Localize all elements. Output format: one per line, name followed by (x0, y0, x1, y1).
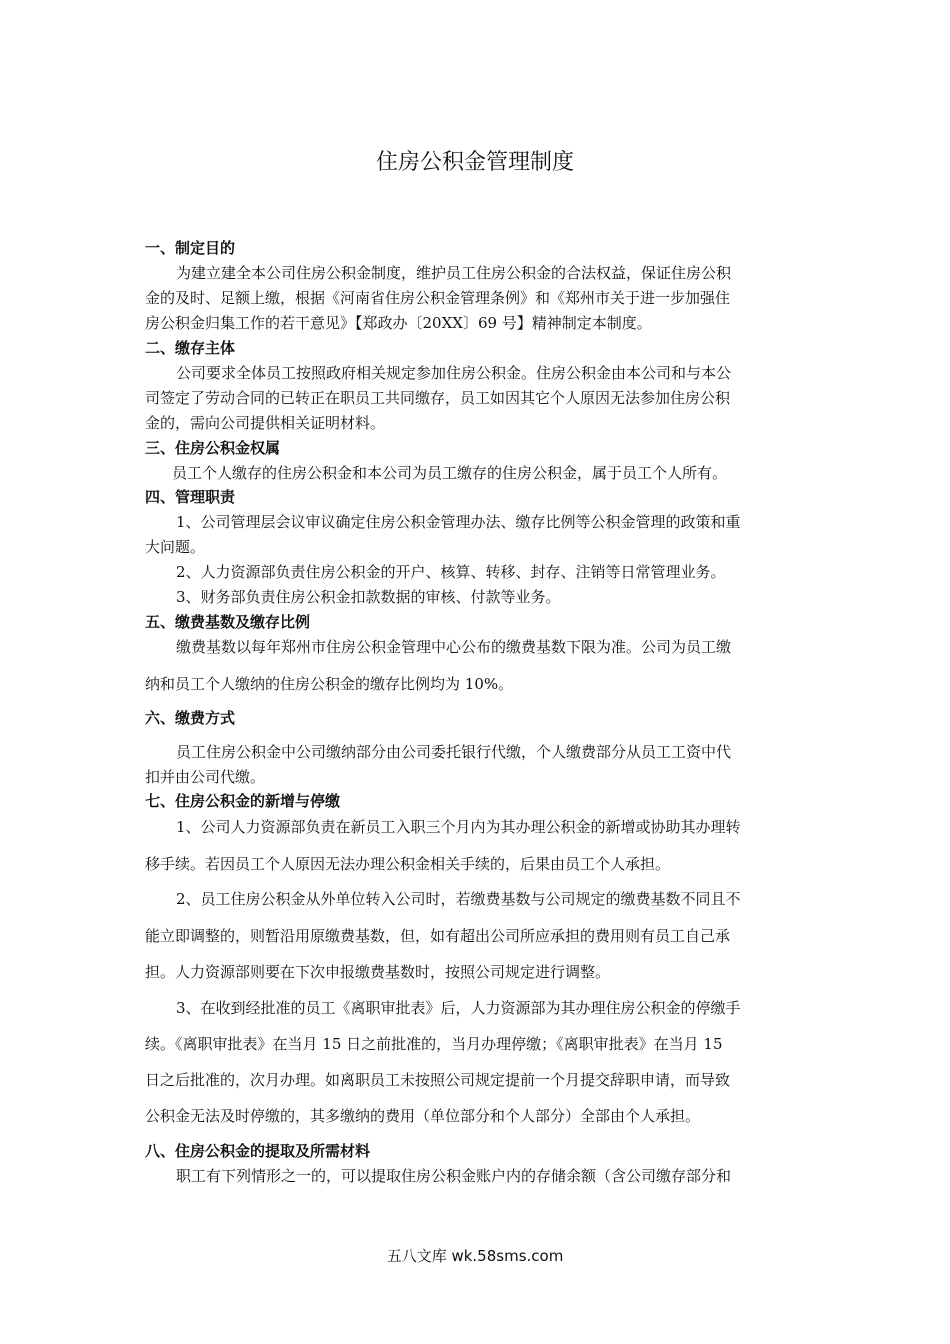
page-footer-watermark: 五八文库 wk.58sms.com (386, 1247, 564, 1265)
paragraph-line: 扣并由公司代缴。 (145, 768, 266, 786)
section-heading-base-ratio: 五、缴费基数及缴存比例 (145, 613, 311, 631)
paragraph-line: 移手续。若因员工个人原因无法办理公积金相关手续的，后果由员工个人承担。 (145, 855, 671, 873)
paragraph-line: 2、人力资源部负责住房公积金的开户、核算、转移、封存、注销等日常管理业务。 (176, 563, 726, 581)
section-heading-withdrawal: 八、住房公积金的提取及所需材料 (145, 1142, 371, 1160)
paragraph-line: 员工个人缴存的住房公积金和本公司为员工缴存的住房公积金，属于员工个人所有。 (172, 464, 728, 482)
paragraph-line: 公司要求全体员工按照政府相关规定参加住房公积金。住房公积金由本公司和与本公 (176, 364, 732, 382)
section-heading-add-stop: 七、住房公积金的新增与停缴 (145, 792, 341, 810)
paragraph-line: 1、公司管理层会议审议确定住房公积金管理办法、缴存比例等公积金管理的政策和重 (176, 513, 741, 531)
paragraph-line: 3、财务部负责住房公积金扣款数据的审核、付款等业务。 (176, 588, 561, 606)
page-title: 住房公积金管理制度 (375, 150, 574, 175)
paragraph-line: 纳和员工个人缴纳的住房公积金的缴存比例均为 10%。 (145, 675, 514, 693)
paragraph-line: 缴费基数以每年郑州市住房公积金管理中心公布的缴费基数下限为准。公司为员工缴 (176, 638, 732, 656)
section-heading-subject: 二、缴存主体 (145, 339, 236, 357)
paragraph-line: 担。人力资源部则要在下次申报缴费基数时，按照公司规定进行调整。 (145, 963, 611, 981)
paragraph-line: 2、员工住房公积金从外单位转入公司时，若缴费基数与公司规定的缴费基数不同且不 (176, 890, 741, 908)
paragraph-line: 金的及时、足额上缴，根据《河南省住房公积金管理条例》和《郑州市关于进一步加强住 (145, 289, 731, 307)
paragraph-line: 司签定了劳动合同的已转正在职员工共同缴存，员工如因其它个人原因无法参加住房公积 (145, 389, 731, 407)
paragraph-line: 续。《离职审批表》在当月 15 日之前批准的，当月办理停缴；《离职审批表》在当月 15 (145, 1035, 723, 1053)
paragraph-line: 1、公司人力资源部负责在新员工入职三个月内为其办理公积金的新增或协助其办理转 (176, 818, 741, 836)
paragraph-line: 公积金无法及时停缴的，其多缴纳的费用（单位部分和个人部分）全部由个人承担。 (145, 1107, 701, 1125)
paragraph-line: 金的，需向公司提供相关证明材料。 (145, 414, 386, 432)
section-heading-ownership: 三、住房公积金权属 (145, 439, 281, 457)
paragraph-line: 房公积金归集工作的若干意见》【郑政办〔20XX〕69 号】精神制定本制度。 (145, 314, 652, 332)
section-heading-duties: 四、管理职责 (145, 488, 236, 506)
paragraph-line: 能立即调整的，则暂沿用原缴费基数，但，如有超出公司所应承担的费用则有员工自己承 (145, 927, 731, 945)
paragraph-line: 职工有下列情形之一的，可以提取住房公积金账户内的存储余额（含公司缴存部分和 (176, 1167, 732, 1185)
paragraph-line: 为建立建全本公司住房公积金制度，维护员工住房公积金的合法权益，保证住房公积 (176, 264, 732, 282)
paragraph-line: 3、在收到经批准的员工《离职审批表》后，人力资源部为其办理住房公积金的停缴手 (176, 999, 741, 1017)
paragraph-line: 员工住房公积金中公司缴纳部分由公司委托银行代缴，个人缴费部分从员工工资中代 (176, 743, 732, 761)
section-heading-purpose: 一、制定目的 (145, 239, 236, 257)
section-heading-payment: 六、缴费方式 (145, 709, 236, 727)
paragraph-line: 日之后批准的，次月办理。如离职员工未按照公司规定提前一个月提交辞职申请，而导致 (145, 1071, 731, 1089)
paragraph-line: 大问题。 (145, 538, 206, 556)
